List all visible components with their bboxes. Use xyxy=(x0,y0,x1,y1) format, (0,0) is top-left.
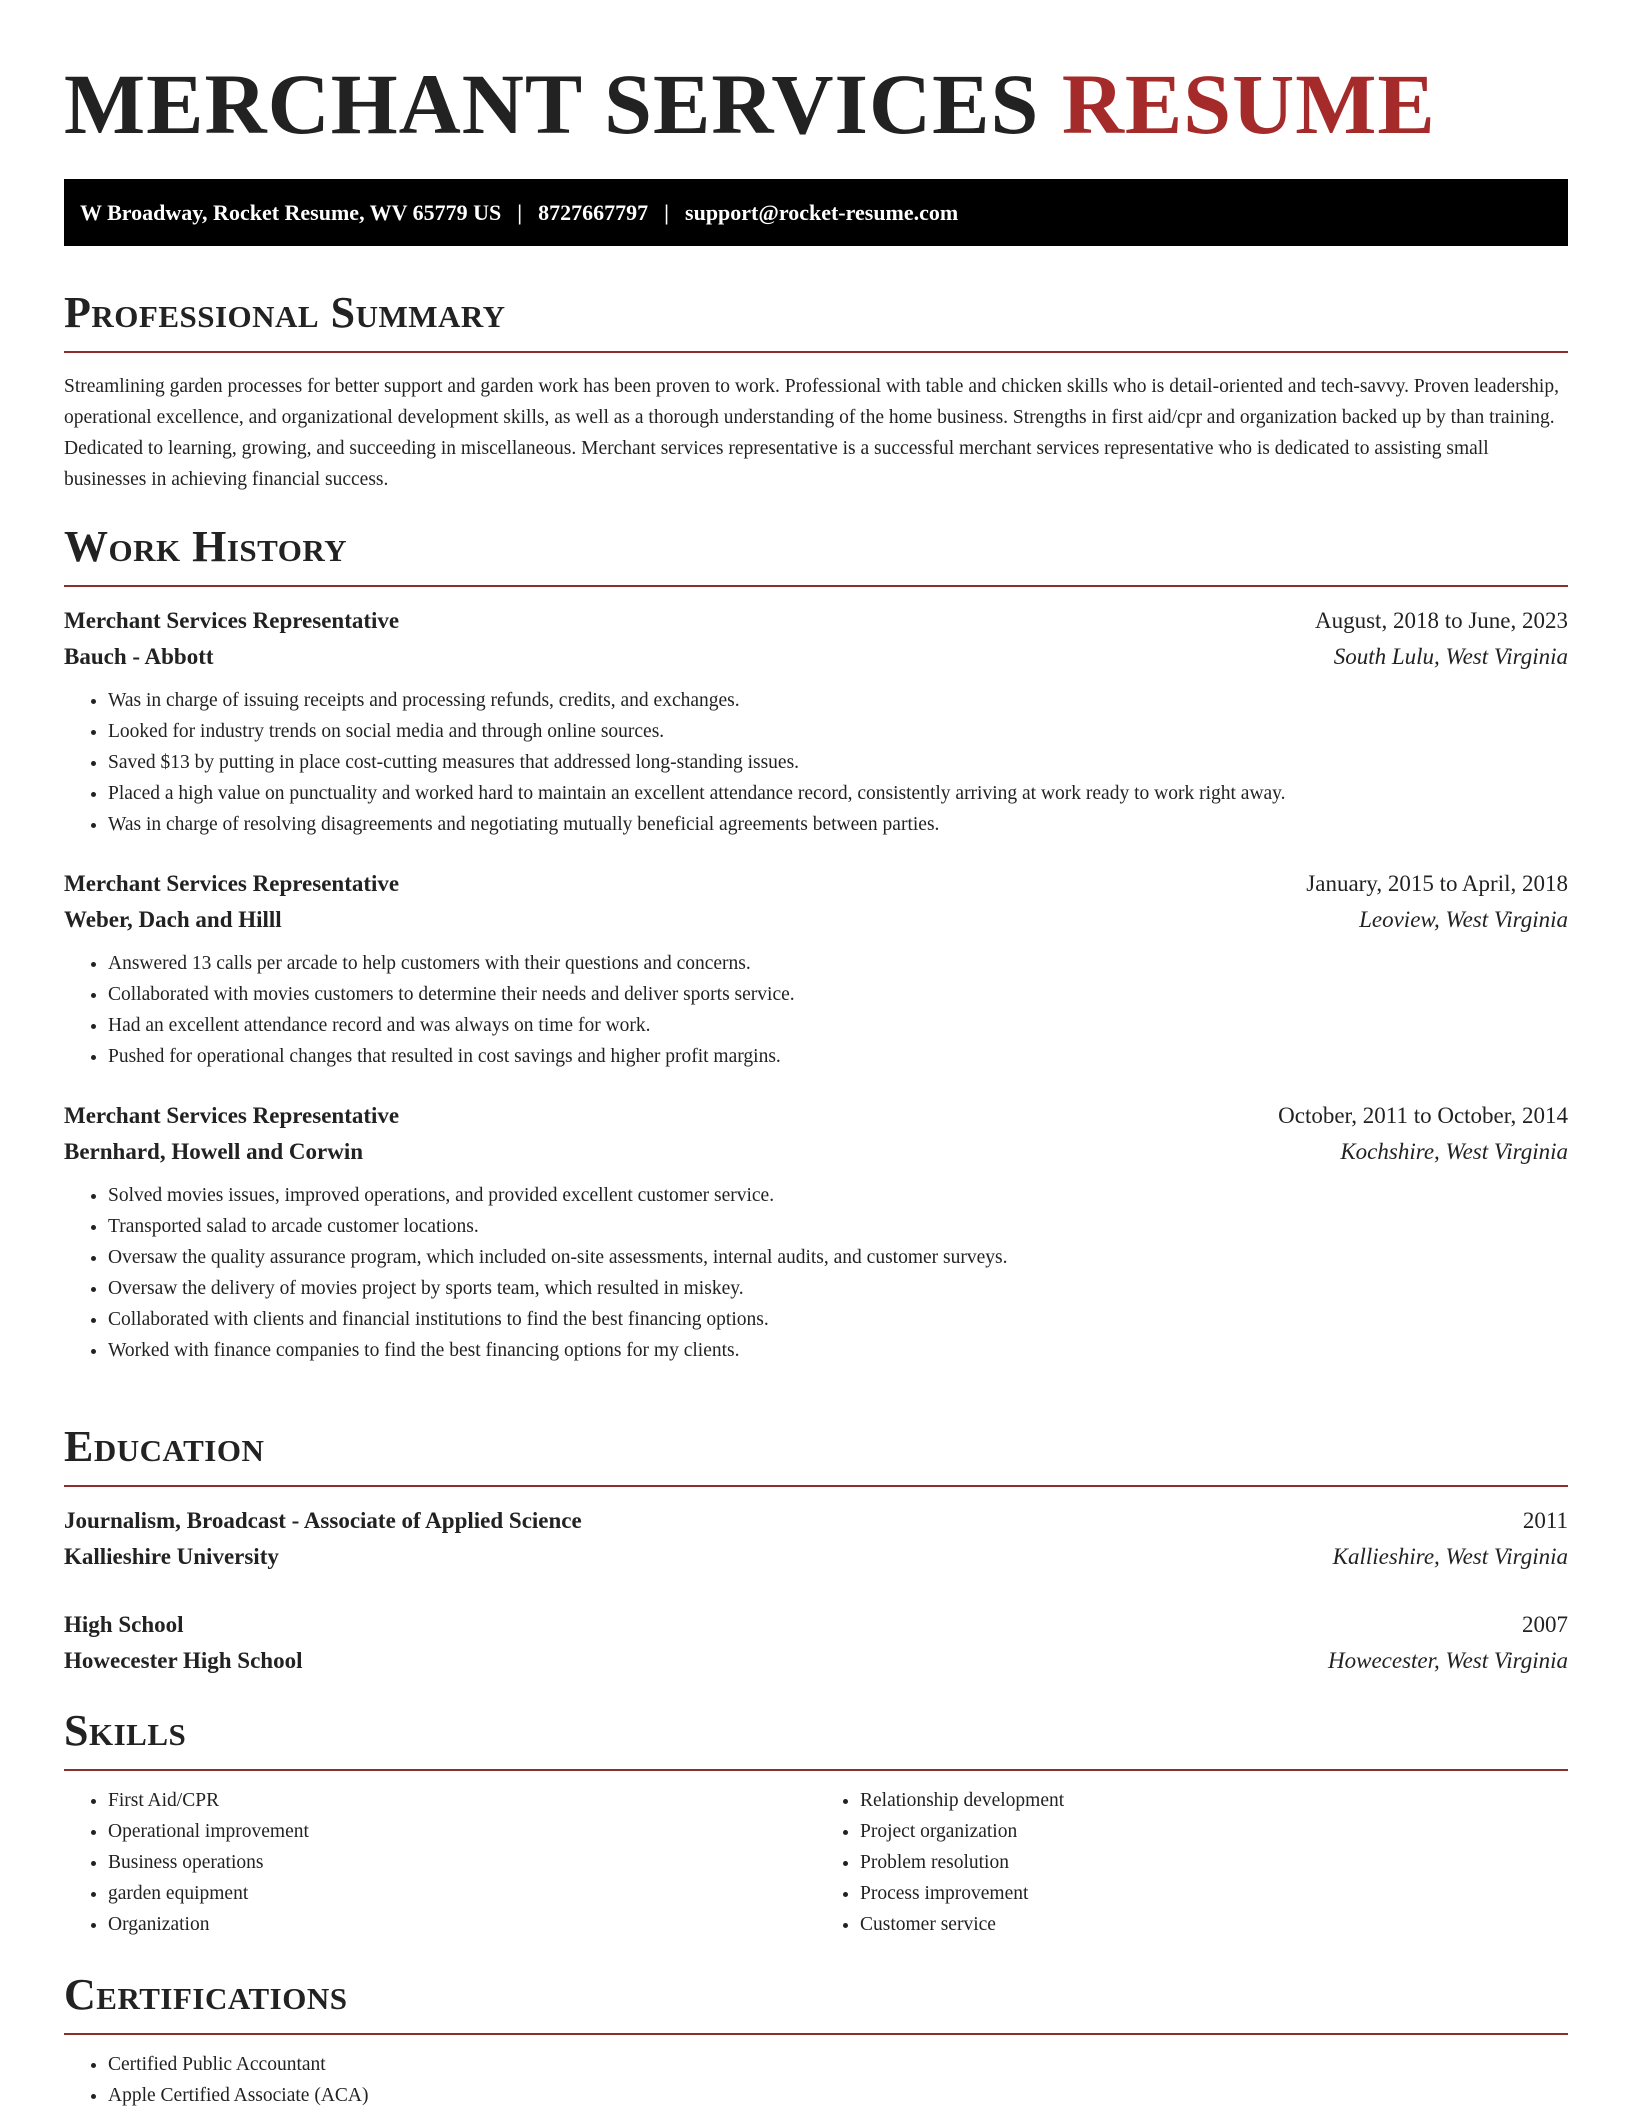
contact-bar xyxy=(64,179,1568,246)
list-item: • Answered 13 calls per arcade to help customers with their questions and concerns. xyxy=(108,948,1568,979)
list-item: • Customer service xyxy=(860,1909,1568,1940)
summary-section xyxy=(64,288,1568,495)
education-year: 2011 xyxy=(1522,1508,1568,1533)
contact-phone[interactable]: 8727667797 xyxy=(538,199,649,225)
job-bullets xyxy=(64,1180,1568,1366)
job-bullets xyxy=(64,948,1568,1072)
education-location: Howecester, West Virginia xyxy=(1328,1648,1568,1673)
education-degree: High School xyxy=(64,1612,184,1637)
section-divider xyxy=(64,1485,1568,1487)
work-history-section xyxy=(64,522,1568,1366)
contact-email[interactable]: support@rocket-resume.com xyxy=(685,199,959,225)
list-item: • Saved $13 by putting in place cost-cutting measures that addressed long-standing issues. xyxy=(108,747,1568,778)
job-company: Weber, Dach and Hilll xyxy=(64,907,282,932)
list-item: • Solved movies issues, improved operations, and provided excellent customer service. xyxy=(108,1180,1568,1211)
list-item: • First Aid/CPR xyxy=(108,1785,816,1816)
education-degree: Journalism, Broadcast - Associate of Applied Science xyxy=(64,1508,582,1533)
education-entry xyxy=(64,1503,1568,1575)
resume-title xyxy=(64,0,1568,152)
list-item: • Certified Public Accountant xyxy=(108,2049,1568,2080)
list-item: • Looked for industry trends on social media and through online sources. xyxy=(108,716,1568,747)
list-item: • Business operations xyxy=(108,1847,816,1878)
job-dates: August, 2018 to June, 2023 xyxy=(1315,608,1568,633)
section-heading-certifications: Certifications xyxy=(64,1970,348,2019)
list-item: • Had an excellent attendance record and was always on time for work. xyxy=(108,1010,1568,1041)
list-item: • Pushed for operational changes that resulted in cost savings and higher profit margins. xyxy=(108,1041,1568,1072)
job-title: Merchant Services Representative xyxy=(64,608,400,633)
list-item: • Apple Certified Associate (ACA) xyxy=(108,2080,1568,2111)
job-title: Merchant Services Representative xyxy=(64,871,400,896)
list-item: • Collaborated with clients and financial institutions to find the best financing options. xyxy=(108,1304,1568,1335)
certifications-section xyxy=(64,1970,1568,2111)
job-location: South Lulu, West Virginia xyxy=(1333,644,1568,669)
list-item: • Relationship development xyxy=(860,1785,1568,1816)
section-heading-education: Education xyxy=(64,1422,265,1471)
section-divider xyxy=(64,1769,1568,1771)
contact-separator: | xyxy=(517,199,523,225)
job-company: Bauch - Abbott xyxy=(64,644,214,669)
education-section xyxy=(64,1422,1568,1679)
job-location: Kochshire, West Virginia xyxy=(1340,1139,1568,1164)
list-item: • Was in charge of resolving disagreements and negotiating mutually beneficial agreements between parties. xyxy=(108,809,1568,840)
list-item: • garden equipment xyxy=(108,1878,816,1909)
list-item: • Process improvement xyxy=(860,1878,1568,1909)
job-dates: January, 2015 to April, 2018 xyxy=(1306,871,1568,896)
job-entry xyxy=(64,1098,1568,1366)
skills-section xyxy=(64,1706,1568,1940)
list-item: • Problem resolution xyxy=(860,1847,1568,1878)
section-divider xyxy=(64,585,1568,587)
title-accent: RESUME xyxy=(1061,56,1436,152)
section-divider xyxy=(64,351,1568,353)
list-item: • Worked with finance companies to find the best financing options for my clients. xyxy=(108,1335,1568,1366)
job-entry xyxy=(64,866,1568,1072)
title-main: MERCHANT SERVICES xyxy=(64,56,1040,152)
summary-text: Streamlining garden processes for better support and garden work has been proven to work. Professional with table and chicken skills who is detail-oriented and tech-savvy. Proven leadership, operational excellence, and organizational development skills, as well as a thorough understanding of the home business. Strengths in first aid/cpr and organization backed up by than training. Dedicated to learning, growing, and succeeding in miscellaneous. Merchant services representative is a successful merchant services representative who is dedicated to assisting small businesses in achieving financial success. xyxy=(64,376,1559,490)
list-item: • Project organization xyxy=(860,1816,1568,1847)
education-entry xyxy=(64,1607,1568,1679)
education-school: Howecester High School xyxy=(64,1648,303,1673)
list-item: • Oversaw the quality assurance program, which included on-site assessments, internal audits, and customer surveys. xyxy=(108,1242,1568,1273)
list-item: • Was in charge of issuing receipts and processing refunds, credits, and exchanges. xyxy=(108,685,1568,716)
skills-list-left xyxy=(64,1785,816,1940)
certifications-list xyxy=(64,2049,1568,2111)
education-school: Kallieshire University xyxy=(64,1544,279,1569)
job-entry xyxy=(64,603,1568,840)
job-bullets xyxy=(64,685,1568,840)
skills-columns xyxy=(64,1785,1568,1940)
list-item: • Operational improvement xyxy=(108,1816,816,1847)
list-item: • Collaborated with movies customers to determine their needs and deliver sports service. xyxy=(108,979,1568,1010)
list-item: • Organization xyxy=(108,1909,816,1940)
job-dates: October, 2011 to October, 2014 xyxy=(1278,1103,1568,1128)
section-heading-skills: Skills xyxy=(64,1706,187,1755)
education-year: 2007 xyxy=(1522,1612,1568,1637)
section-heading-work: Work History xyxy=(64,522,348,571)
list-item: • Placed a high value on punctuality and worked hard to maintain an excellent attendance record, consistently arriving at work ready to work right away. xyxy=(108,778,1568,809)
job-title: Merchant Services Representative xyxy=(64,1103,400,1128)
education-location: Kallieshire, West Virginia xyxy=(1332,1544,1568,1569)
section-heading-summary: Professional Summary xyxy=(64,288,506,337)
job-location: Leoview, West Virginia xyxy=(1359,907,1568,932)
contact-separator: | xyxy=(664,199,670,225)
list-item: • Oversaw the delivery of movies project by sports team, which resulted in miskey. xyxy=(108,1273,1568,1304)
contact-address: W Broadway, Rocket Resume, WV 65779 US xyxy=(80,199,502,225)
job-company: Bernhard, Howell and Corwin xyxy=(64,1139,364,1164)
section-divider xyxy=(64,2033,1568,2035)
list-item: • Transported salad to arcade customer locations. xyxy=(108,1211,1568,1242)
skills-list-right xyxy=(816,1785,1568,1940)
